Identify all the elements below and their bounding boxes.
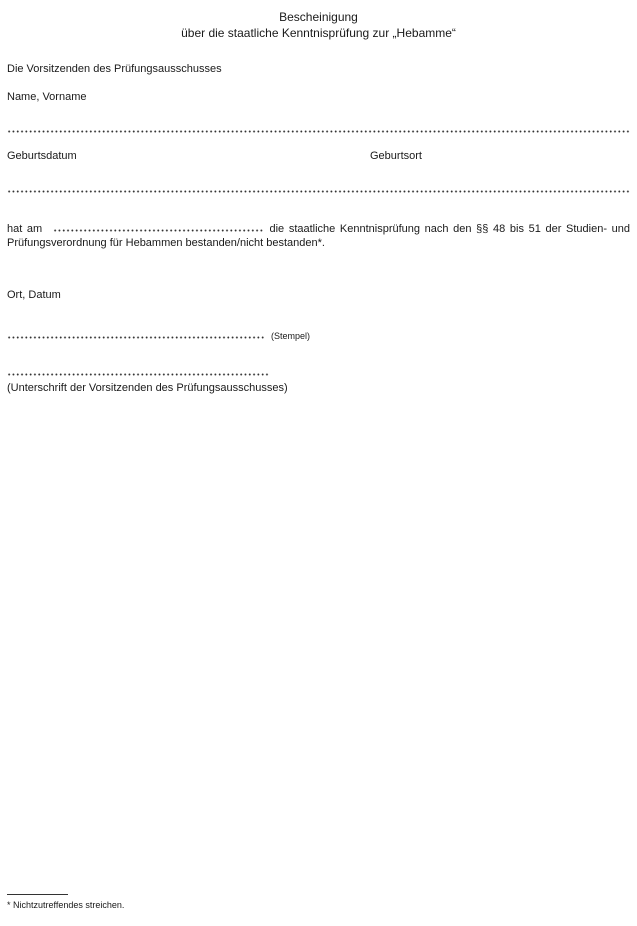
- chair-label: Die Vorsitzenden des Prüfungsausschusses: [7, 63, 222, 75]
- exam-prefix: hat am: [7, 223, 43, 235]
- place-date-label: Ort, Datum: [7, 289, 61, 301]
- place-date-dotted-line[interactable]: [7, 336, 265, 339]
- exam-text: die staatliche Kenntnisprüfung nach den §§ 48 bis 51 der Studien- und Prüfungsverordnung für Hebammen bestanden/nicht bestanden*.: [7, 223, 630, 249]
- document-subtitle: über die staatliche Kenntnisprüfung zur „Hebamme“: [181, 26, 456, 40]
- footnote-divider: [7, 894, 68, 895]
- stamp-label: (Stempel): [271, 331, 311, 341]
- stamp-row: [7, 329, 310, 343]
- signature-label: (Unterschrift der Vorsitzenden des Prüfungsausschusses): [7, 382, 288, 394]
- exam-date-dotted-line[interactable]: [53, 229, 263, 232]
- name-field-dotted-line[interactable]: [7, 130, 630, 133]
- document-title: Bescheinigung: [279, 10, 358, 24]
- birthdate-label: Geburtsdatum: [7, 150, 77, 162]
- signature-dotted-line[interactable]: [7, 373, 269, 376]
- birth-field-dotted-line[interactable]: [7, 190, 630, 193]
- name-label: Name, Vorname: [7, 91, 87, 103]
- exam-statement: [7, 222, 630, 250]
- footnote-text: * Nichtzutreffendes streichen.: [7, 900, 125, 910]
- birthplace-label: Geburtsort: [370, 150, 422, 162]
